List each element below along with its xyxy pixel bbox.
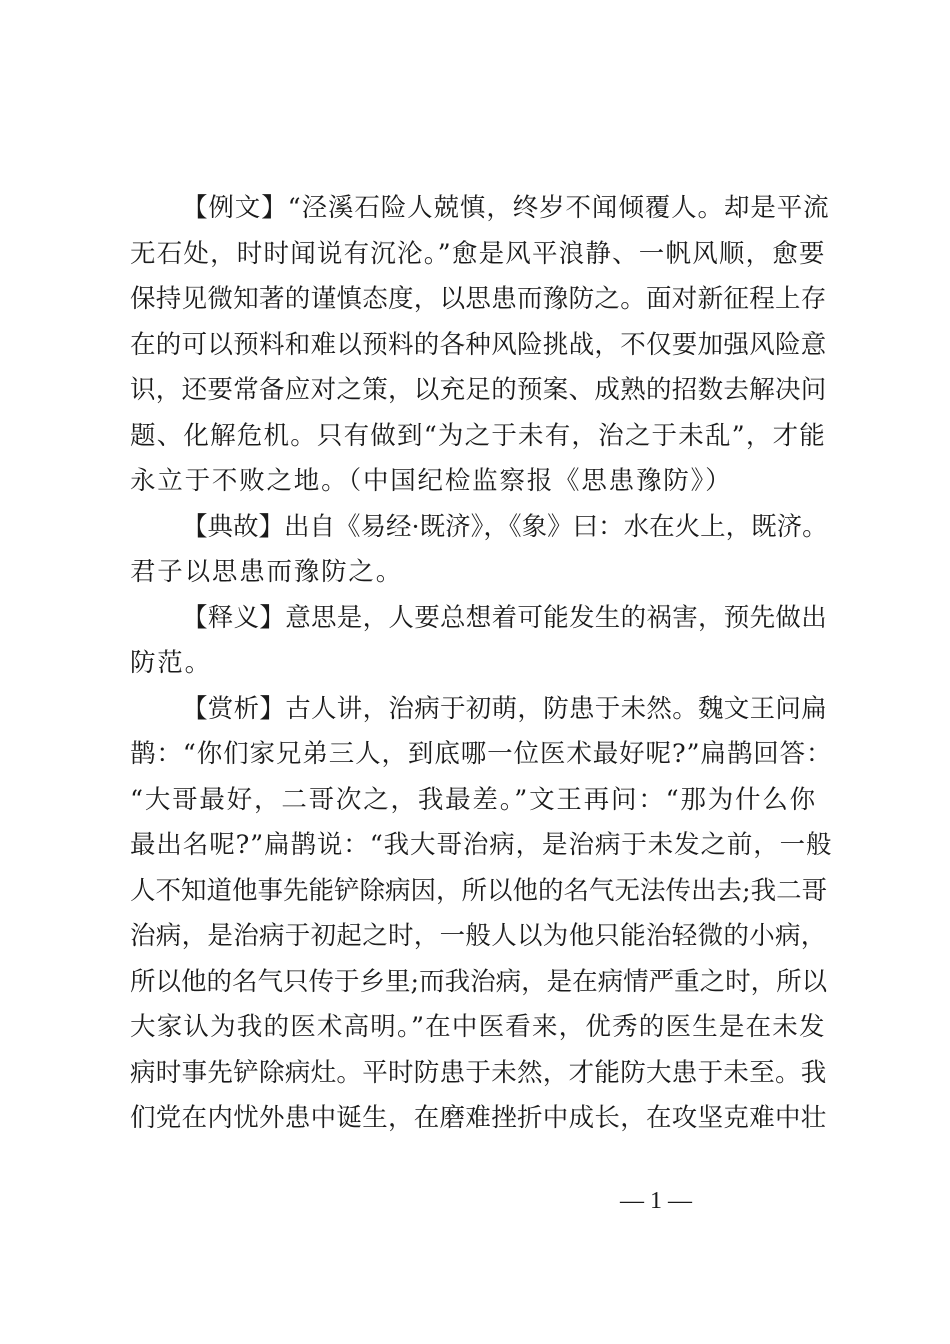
text-line: 保持见微知著的谨慎态度，以思患而豫防之。面对新征程上存 xyxy=(130,284,827,314)
paragraph-interpretation xyxy=(130,596,832,687)
page-number: — 1 — xyxy=(620,1188,692,1214)
text-line: 鹊：“你们家兄弟三人，到底哪一位医术最好呢?”扁鹊回答： xyxy=(130,739,833,769)
text-line: 大家认为我的医术高明。”在中医看来，优秀的医生是在未发 xyxy=(130,1012,826,1042)
text-line: 防范。 xyxy=(130,648,212,678)
text-line: 最出名呢?”扁鹊说：“我大哥治病，是治病于未发之前，一般 xyxy=(130,830,833,860)
text-line: 人不知道他事先能铲除病因，所以他的名气无法传出去;我二哥 xyxy=(130,875,828,906)
text-line: 题、化解危机。只有做到“为之于未有，治之于未乱”，才能 xyxy=(130,420,826,451)
paragraph-allusion xyxy=(130,505,832,596)
paragraph-appreciation xyxy=(130,687,832,1142)
text-line: 治病，是治病于初起之时，一般人以为他只能治轻微的小病， xyxy=(130,921,827,951)
text-line: 【释义】意思是，人要总想着可能发生的祸害，预先做出 xyxy=(182,602,828,633)
text-line: 们党在内忧外患中诞生，在磨难挫折中成长，在攻坚克难中壮 xyxy=(130,1103,827,1133)
text-line: 在的可以预料和难以预料的各种风险挑战，不仅要加强风险意 xyxy=(130,329,827,360)
text-line: 君子以思患而豫防之。 xyxy=(130,557,404,587)
text-line: 【赏析】古人讲，治病于初萌，防患于未然。魏文王问扁 xyxy=(182,693,828,724)
text-line: 所以他的名气只传于乡里;而我治病，是在病情严重之时，所以 xyxy=(130,966,828,997)
text-line: 识，还要常备应对之策，以充足的预案、成熟的招数去解决问 xyxy=(130,375,827,405)
text-line: 永立于不败之地。（中国纪检监察报《思患豫防》） xyxy=(130,466,733,496)
document-body xyxy=(130,186,832,1142)
text-line: 病时事先铲除病灶。平时防患于未然，才能防大患于未至。我 xyxy=(130,1057,827,1088)
text-line: “大哥最好，二哥次之，我最差。”文王再问：“那为什么你 xyxy=(130,784,817,815)
paragraph-example xyxy=(130,186,832,505)
text-line: 无石处，时时闻说有沉沦。”愈是风平浪静、一帆风顺，愈要 xyxy=(130,238,826,269)
text-line: 【典故】出自《易经·既济》，《象》曰：水在火上，既济。 xyxy=(182,511,828,542)
text-line: 【例文】“泾溪石险人兢慎，终岁不闻倾覆人。却是平流 xyxy=(182,193,830,223)
